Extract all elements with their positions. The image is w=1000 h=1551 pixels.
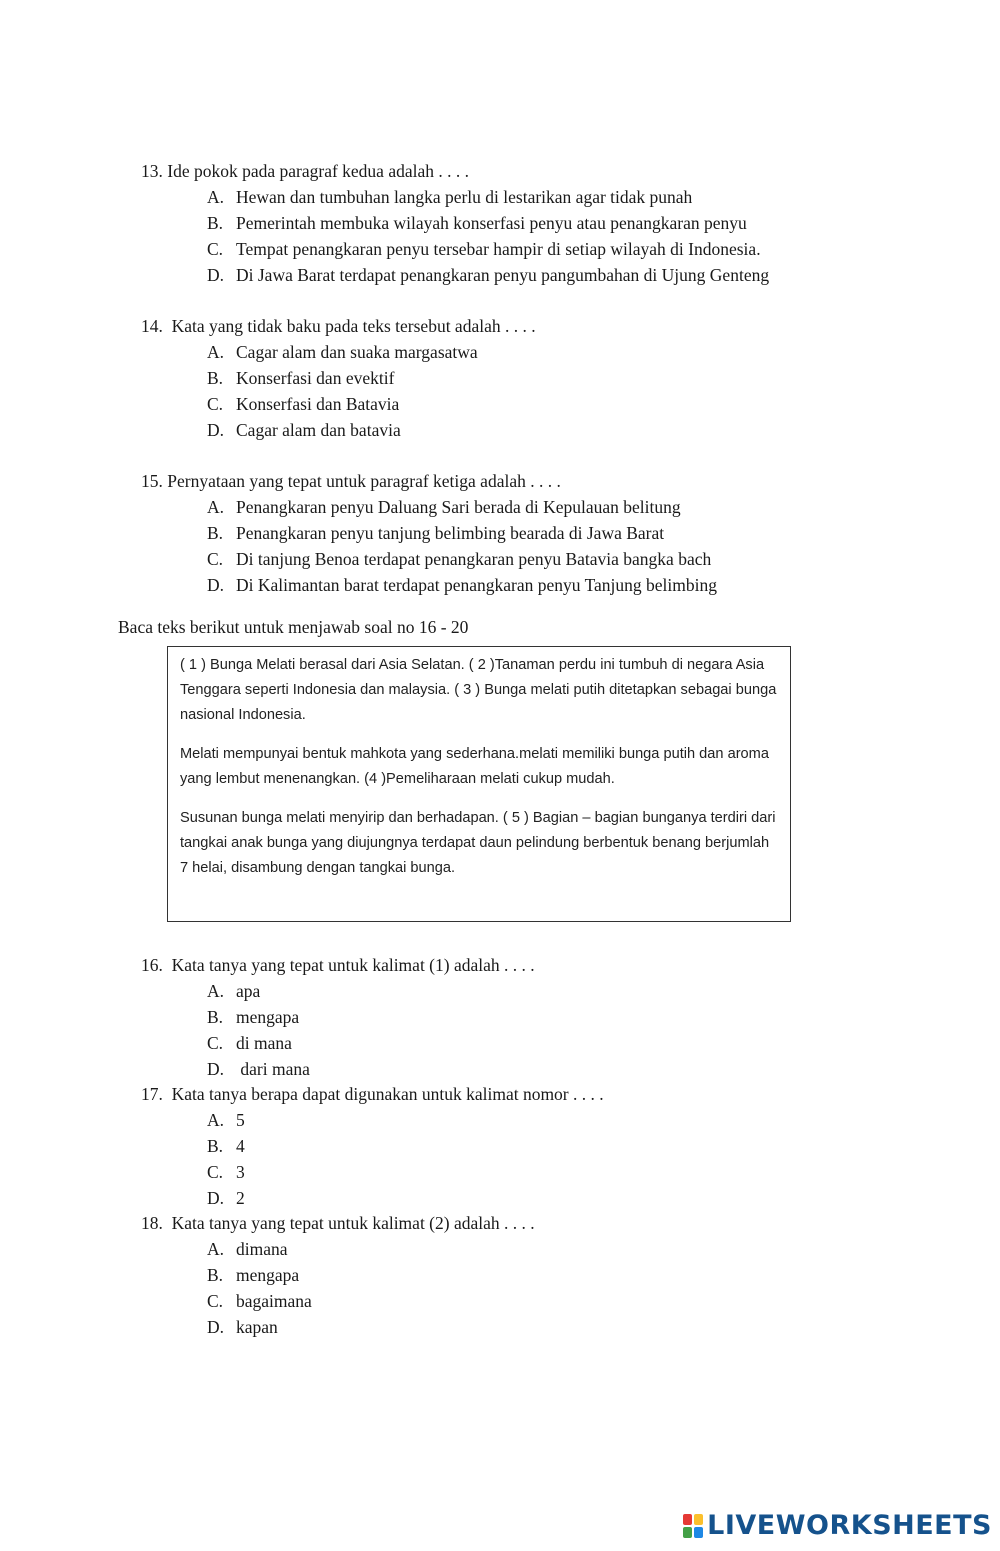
passage-paragraph-1: ( 1 ) Bunga Melati berasal dari Asia Selatan. ( 2 )Tanaman perdu ini tumbuh di negara Asia Tenggara seperti Indonesia dan malaysia. ( 3 ) Bunga melati putih ditetapkan sebagai bunga nasional Indonesia.: [180, 657, 777, 723]
question-15: [141, 468, 717, 598]
reading-instruction: Baca teks berikut untuk menjawab soal no 16 - 20: [118, 617, 469, 637]
option-c[interactable]: C. bagaimana: [207, 1291, 312, 1311]
question-17: [141, 1081, 604, 1211]
option-b[interactable]: B. Pemerintah membuka wilayah konserfasi penyu atau penangkaran penyu: [207, 213, 747, 233]
question-number: 14.: [141, 316, 163, 336]
option-b[interactable]: B. mengapa: [207, 1265, 300, 1285]
question-13: [141, 158, 769, 288]
option-a[interactable]: A. Penangkaran penyu Daluang Sari berada di Kepulauan belitung: [207, 497, 681, 517]
question-16: [141, 952, 535, 1082]
question-number: 17.: [141, 1084, 163, 1104]
option-b[interactable]: B. Konserfasi dan evektif: [207, 368, 395, 388]
question-text: Kata tanya berapa dapat digunakan untuk kalimat nomor . . . .: [171, 1084, 604, 1104]
passage-paragraph-3: Susunan bunga melati menyirip dan berhadapan. ( 5 ) Bagian – bagian bunganya terdiri dari tangkai anak bunga yang diujungnya terdapat daun pelindung berbentuk benang berjumlah 7 helai, disambung dengan tangkai bunga.: [180, 810, 776, 876]
option-a[interactable]: A. dimana: [207, 1239, 288, 1259]
passage-paragraph-2: Melati mempunyai bentuk mahkota yang sederhana.melati memiliki bunga putih dan aroma yang lembut menenangkan. (4 )Pemeliharaan melati cukup mudah.: [180, 746, 769, 787]
option-d[interactable]: D. Cagar alam dan batavia: [207, 420, 401, 440]
question-text: Pernyataan yang tepat untuk paragraf ketiga adalah . . . .: [167, 471, 561, 491]
option-a[interactable]: A. Cagar alam dan suaka margasatwa: [207, 342, 478, 362]
question-text: Kata yang tidak baku pada teks tersebut adalah . . . .: [171, 316, 536, 336]
option-b[interactable]: B. Penangkaran penyu tanjung belimbing bearada di Jawa Barat: [207, 523, 665, 543]
question-number: 15.: [141, 471, 163, 491]
option-c[interactable]: C. Konserfasi dan Batavia: [207, 394, 400, 414]
option-c[interactable]: C. Tempat penangkaran penyu tersebar hampir di setiap wilayah di Indonesia.: [207, 239, 761, 259]
liveworksheets-logo[interactable]: [683, 1510, 992, 1541]
logo-text: LIVEWORKSHEETS: [707, 1510, 992, 1541]
question-18: [141, 1210, 535, 1340]
question-number: 18.: [141, 1213, 163, 1233]
question-text: Kata tanya yang tepat untuk kalimat (2) adalah . . . .: [171, 1213, 535, 1233]
question-text: Kata tanya yang tepat untuk kalimat (1) adalah . . . .: [171, 955, 535, 975]
option-c[interactable]: C. di mana: [207, 1033, 292, 1053]
option-a[interactable]: A. 5: [207, 1110, 245, 1130]
option-a[interactable]: A. apa: [207, 981, 261, 1001]
option-c[interactable]: C. Di tanjung Benoa terdapat penangkaran penyu Batavia bangka bach: [207, 549, 712, 569]
liveworksheets-logo-icon: [683, 1514, 703, 1538]
option-d[interactable]: D. Di Jawa Barat terdapat penangkaran penyu pangumbahan di Ujung Genteng: [207, 265, 770, 285]
question-text: Ide pokok pada paragraf kedua adalah . . . .: [167, 161, 469, 181]
question-14: [141, 313, 536, 443]
option-d[interactable]: D. dari mana: [207, 1059, 310, 1079]
option-a[interactable]: A. Hewan dan tumbuhan langka perlu di lestarikan agar tidak punah: [207, 187, 693, 207]
reading-passage-box: [167, 646, 791, 922]
option-d[interactable]: D. 2: [207, 1188, 245, 1208]
option-d[interactable]: D. kapan: [207, 1317, 278, 1337]
option-b[interactable]: B. mengapa: [207, 1007, 300, 1027]
question-number: 16.: [141, 955, 163, 975]
option-d[interactable]: D. Di Kalimantan barat terdapat penangkaran penyu Tanjung belimbing: [207, 575, 718, 595]
option-b[interactable]: B. 4: [207, 1136, 245, 1156]
option-c[interactable]: C. 3: [207, 1162, 245, 1182]
question-number: 13.: [141, 161, 163, 181]
